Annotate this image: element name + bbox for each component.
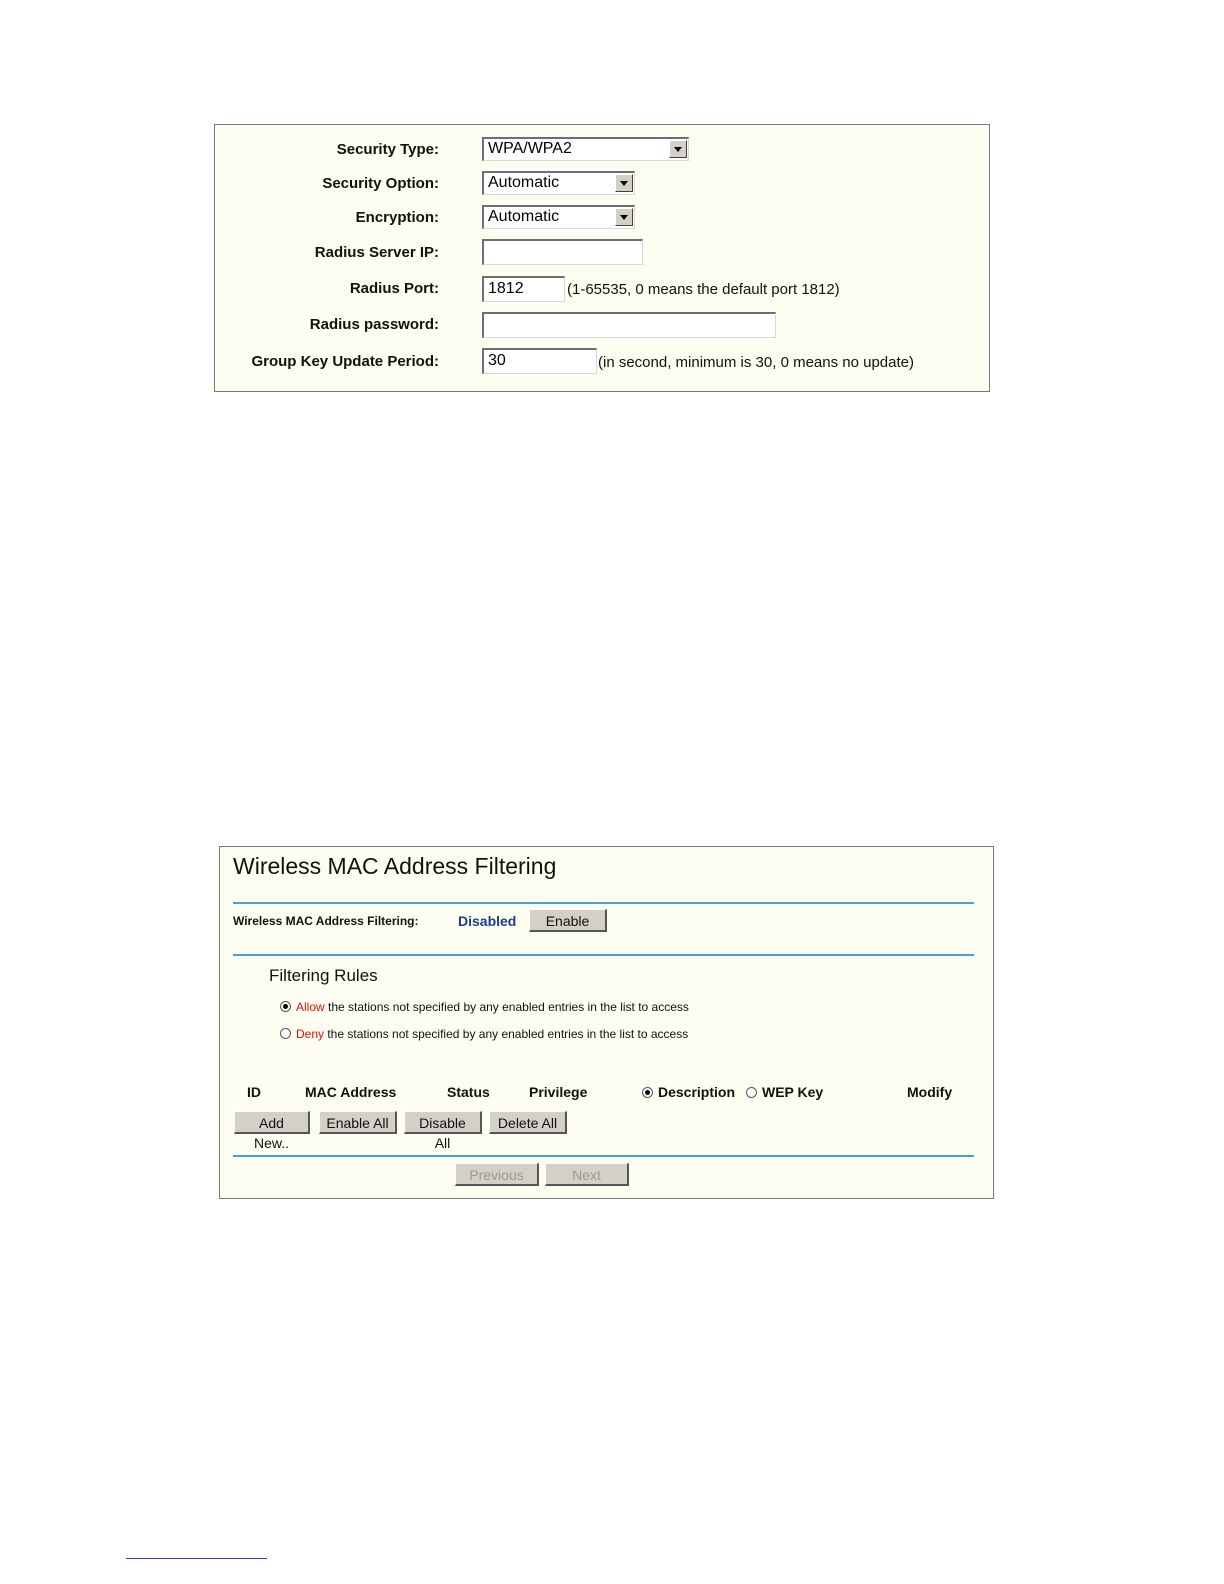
group-key-hint: (in second, minimum is 30, 0 means no update) <box>598 354 914 371</box>
chevron-down-icon[interactable] <box>615 174 633 192</box>
page-title: Wireless MAC Address Filtering <box>233 853 557 879</box>
previous-button[interactable]: Previous <box>455 1163 539 1186</box>
filtering-rules-heading: Filtering Rules <box>269 966 378 985</box>
security-type-label: Security Type: <box>336 141 439 158</box>
footnote-divider <box>126 1558 267 1559</box>
disable-all-button[interactable]: Disable All <box>404 1111 482 1134</box>
radio-unchecked-icon[interactable] <box>746 1087 757 1098</box>
divider <box>233 902 974 904</box>
column-id: ID <box>247 1084 261 1100</box>
allow-keyword: Allow <box>296 1000 325 1014</box>
enable-button[interactable]: Enable <box>529 909 607 932</box>
radio-unchecked-icon[interactable] <box>280 1028 291 1039</box>
radio-checked-icon[interactable] <box>280 1001 291 1012</box>
delete-all-button[interactable]: Delete All <box>489 1111 567 1134</box>
column-description: Description <box>658 1084 736 1100</box>
chevron-down-icon[interactable] <box>615 208 633 226</box>
group-key-update-period-label: Group Key Update Period: <box>251 353 439 370</box>
deny-rule-option[interactable] <box>280 1027 688 1041</box>
security-type-value: WPA/WPA2 <box>488 140 572 157</box>
radius-password-input[interactable] <box>482 312 776 338</box>
radius-port-hint: (1-65535, 0 means the default port 1812) <box>567 281 840 298</box>
chevron-down-icon[interactable] <box>669 140 687 158</box>
column-privilege: Privilege <box>529 1084 588 1100</box>
column-wep-key-option[interactable] <box>746 1084 823 1100</box>
encryption-label: Encryption: <box>355 209 439 226</box>
security-option-value: Automatic <box>488 174 560 191</box>
radius-port-input[interactable]: 1812 <box>482 276 565 302</box>
column-mac-address: MAC Address <box>305 1084 397 1100</box>
radius-server-ip-label: Radius Server IP: <box>314 244 439 261</box>
radius-password-label: Radius password: <box>309 316 439 333</box>
column-status: Status <box>447 1084 490 1100</box>
column-modify: Modify <box>907 1084 953 1100</box>
column-wep-key: WEP Key <box>762 1084 824 1100</box>
allow-rule-option[interactable] <box>280 1000 689 1014</box>
deny-keyword: Deny <box>296 1027 325 1041</box>
security-option-label: Security Option: <box>322 175 439 192</box>
filtering-label: Wireless MAC Address Filtering: <box>233 914 419 928</box>
divider <box>233 954 974 956</box>
add-new-button[interactable]: Add New.. <box>234 1111 310 1134</box>
status-badge: Disabled <box>458 913 517 929</box>
radius-port-label: Radius Port: <box>349 280 439 297</box>
radio-checked-icon[interactable] <box>642 1087 653 1098</box>
deny-rule-text: the stations not specified by any enabled entries in the list to access <box>324 1027 689 1041</box>
encryption-value: Automatic <box>488 208 560 225</box>
divider <box>233 1155 974 1157</box>
wpa-settings-panel <box>214 124 990 392</box>
allow-rule-text: the stations not specified by any enabled entries in the list to access <box>324 1000 689 1014</box>
column-description-option[interactable] <box>642 1084 735 1100</box>
security-type-select[interactable] <box>482 137 689 161</box>
next-button[interactable]: Next <box>545 1163 629 1186</box>
group-key-update-period-input[interactable]: 30 <box>482 348 597 374</box>
radius-server-ip-input[interactable] <box>482 239 643 265</box>
mac-filtering-panel <box>219 846 994 1199</box>
enable-all-button[interactable]: Enable All <box>319 1111 397 1134</box>
security-option-select[interactable] <box>482 171 635 195</box>
encryption-select[interactable] <box>482 205 635 229</box>
